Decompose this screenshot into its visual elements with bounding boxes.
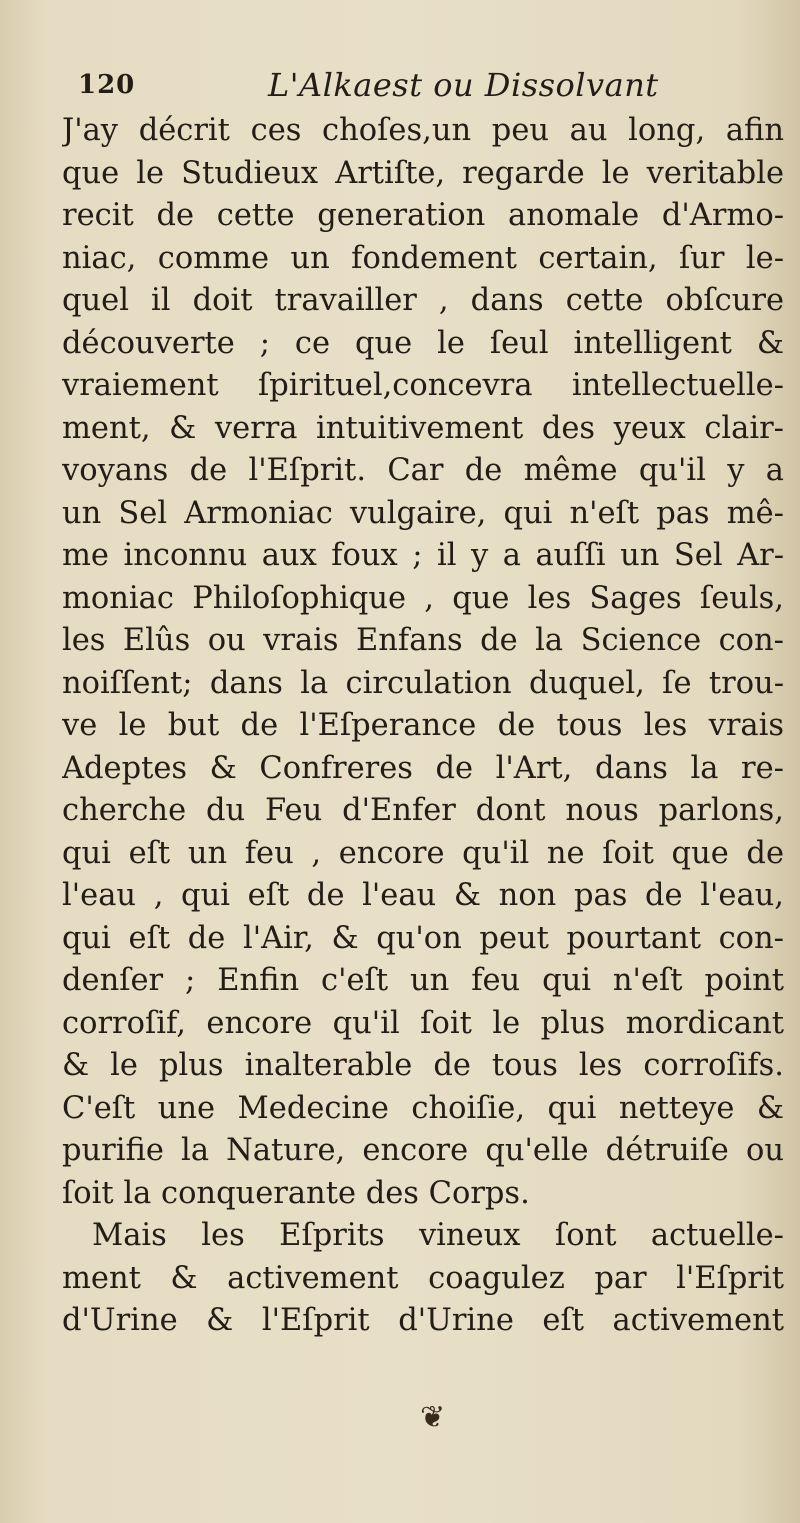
paragraph-1 [62,110,784,1215]
text-line: ment, & verra intuitivement des yeux clair- [62,410,784,446]
text-line: un Sel Armoniac vulgaire, qui n'eſt pas mê- [62,495,784,531]
text-line: recit de cette generation anomale d'Armo- [62,198,784,233]
text-line: & le plus inalterable de tous les corroſifs. [62,1048,784,1083]
text-line: corroſif, encore qu'il ſoit le plus mordicant [62,1005,784,1041]
text-line: d'Urine & l'Eſprit d'Urine eſt activement [62,1303,784,1338]
text-line: Mais les Eſprits vineux ſont actuelle- [92,1218,784,1253]
text-line: découverte ; ce que le ſeul intelligent & [62,325,784,361]
text-line: que le Studieux Artiſte, regarde le veritable [62,155,784,191]
text-line: ſoit la conquerante des Corps. [62,1175,530,1211]
text-line: les Elûs ou vrais Enfans de la Science con- [62,623,784,658]
text-line: denſer ; Enfin c'eſt un feu qui n'eſt point [62,963,784,998]
text-line: qui eſt de l'Air, & qu'on peut pourtant con- [62,920,784,956]
text-line: moniac Philoſophique , que les Sages ſeuls, [62,580,784,616]
text-line: noiſſent; dans la circulation duquel, ſe trou- [62,665,784,701]
text-line: qui eſt un feu , encore qu'il ne ſoit que de [62,835,784,871]
text-line: voyans de l'Eſprit. Car de même qu'il y a [62,453,784,488]
text-line: quel il doit travailler , dans cette obſcure [62,283,784,318]
text-line: ve le but de l'Eſperance de tous les vrais [62,708,784,743]
text-line: cherche du Feu d'Enfer dont nous parlons, [62,793,784,828]
text-line: l'eau , qui eſt de l'eau & non pas de l'eau, [62,878,784,913]
text-line: niac, comme un fondement certain, ſur le- [62,240,784,276]
text-line: me inconnu aux foux ; il y a auſſi un Sel Ar- [62,538,784,573]
text-line: C'eſt une Medecine choiſie, qui netteye & [62,1090,784,1126]
text-line: ment & activement coagulez par l'Eſprit [62,1260,784,1296]
running-title: L'Alkaest ou Dissolvant [268,66,659,104]
page-header [78,60,728,110]
page-number: 120 [78,70,136,100]
body-text [62,110,784,1343]
text-line: vraiement ſpirituel,concevra intellectuelle- [62,368,784,403]
paragraph-2 [62,1215,784,1343]
text-line: Adeptes & Confreres de l'Art, dans la re- [62,750,784,786]
text-line: purifie la Nature, encore qu'elle détruiſe ou [62,1133,784,1168]
ornament-icon: ❦ [420,1400,446,1435]
text-line: J'ay décrit ces choſes,un peu au long, afin [62,113,784,148]
